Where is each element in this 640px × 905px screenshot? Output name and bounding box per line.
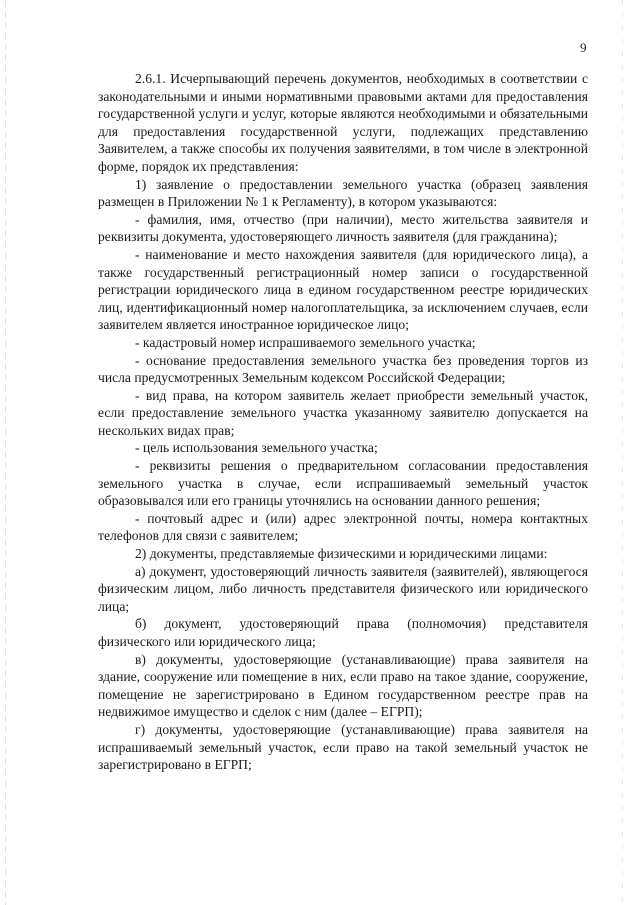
paragraph-item-1-application: 1) заявление о предоставлении земельного участка (образец заявления размещен в Приложении № 1 к Регламенту), в котором указываются:	[98, 176, 588, 210]
paragraph-subitem-v: в) документы, удостоверяющие (устанавливающие) права заявителя на здание, сооружение или помещение в них, если право на такое здание, сооружение, помещение не зарегистрировано в Едином государственном реестре прав на недвижимое имущество и сделок с ним (далее – ЕГРП);	[98, 651, 588, 720]
scan-edge-left	[5, 0, 6, 905]
scan-edge-right	[622, 0, 623, 905]
paragraph-bullet-contacts: - почтовый адрес и (или) адрес электронной почты, номера контактных телефонов для связи с заявителем;	[98, 510, 588, 544]
page-number: 9	[580, 40, 587, 55]
document-body	[98, 70, 588, 774]
paragraph-bullet-citizen-name: - фамилия, имя, отчество (при наличии), место жительства заявителя и реквизиты документа, удостоверяющего личность заявителя (для гражданина);	[98, 211, 588, 245]
paragraph-subitem-b: б) документ, удостоверяющий права (полномочия) представителя физического или юридического лица;	[98, 616, 588, 649]
paragraph-2-6-1: 2.6.1. Исчерпывающий перечень документов, необходимых в соответствии с законодательными и иными нормативными правовыми актами для предоставления государственной услуги и услуг, которые являются необходимыми и обязательными для предоставления государственной услуги, подлежащих представлению Заявителем, а также способы их получения заявителями, в том числе в электронной форме, порядок их представления:	[98, 71, 588, 174]
paragraph-bullet-right-type: - вид права, на котором заявитель желает приобрести земельный участок, если предоставление земельного участка указанному заявителю допускается на нескольких видах прав;	[98, 387, 588, 438]
paragraph-subitem-a: а) документ, удостоверяющий личность заявителя (заявителей), являющегося физическим лицом, либо личность представителя физического или юридического лица;	[98, 563, 588, 614]
paragraph-bullet-decision-details: - реквизиты решения о предварительном согласовании предоставления земельного участка в случае, если испрашиваемый земельный участок образовывался или его границы уточнялись на основании данного решения;	[98, 458, 588, 509]
paragraph-bullet-cadastral-number: - кадастровый номер испрашиваемого земельного участка;	[135, 334, 476, 350]
paragraph-subitem-g: г) документы, удостоверяющие (устанавливающие) права заявителя на испрашиваемый земельный участок, если право на такой земельный участок не зарегистрировано в ЕГРП;	[98, 721, 588, 773]
paragraph-bullet-legal-entity: - наименование и место нахождения заявителя (для юридического лица), а также государственный регистрационный номер записи о государственной регистрации юридического лица в едином государственном реестре юридических лиц, идентификационный номер налогоплательщика, за исключением случаев, если заявителем является иностранное юридическое лицо;	[98, 246, 588, 333]
paragraph-bullet-grounds: - основание предоставления земельного участка без проведения торгов из числа предусмотренных Земельным кодексом Российской Федерации;	[98, 352, 588, 386]
paragraph-bullet-purpose: - цель использования земельного участка;	[135, 440, 378, 456]
paragraph-item-2-documents: 2) документы, представляемые физическими и юридическими лицами:	[135, 546, 548, 562]
